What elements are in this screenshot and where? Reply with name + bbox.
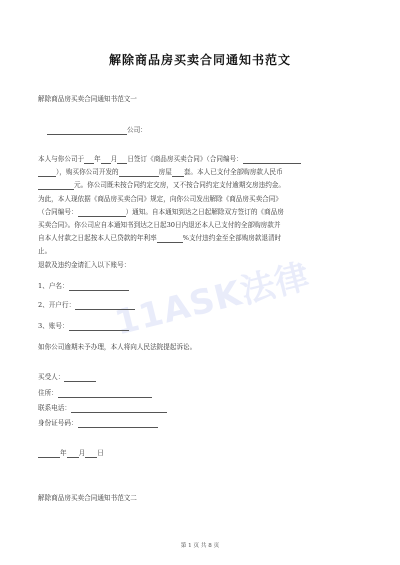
para2-line2 bbox=[38, 208, 348, 217]
text: 元。你公司既未按合同约定交房，又不按合同约定支付逾期交房违约金。 bbox=[74, 181, 285, 189]
text: 套。本人已支付全部购房款人民币 bbox=[183, 168, 283, 176]
buyer-line bbox=[38, 373, 348, 382]
bank-blank[interactable] bbox=[75, 302, 135, 310]
phone-blank[interactable] bbox=[71, 405, 167, 413]
text: 买受人： bbox=[38, 373, 65, 381]
text: 自本人付款之日起按本人已贷款的年利率 bbox=[38, 234, 157, 242]
text: 年 bbox=[60, 449, 67, 457]
text: 3、账号： bbox=[38, 322, 69, 330]
company-suffix: 公司： bbox=[127, 126, 147, 134]
text: 1、户名： bbox=[38, 282, 69, 290]
text: 月 bbox=[78, 449, 86, 457]
watermark-logo: 11ASK法律 bbox=[110, 256, 315, 344]
address-blank[interactable] bbox=[58, 390, 152, 398]
text: 日 bbox=[97, 449, 104, 457]
para1-line3 bbox=[38, 181, 348, 190]
section2-heading: 解除商品房买卖合同通知书范文二 bbox=[38, 494, 137, 502]
text: 年 bbox=[94, 155, 101, 163]
sign-year-blank[interactable] bbox=[38, 450, 60, 458]
month-blank[interactable] bbox=[101, 156, 111, 164]
sign-month-blank[interactable] bbox=[67, 450, 79, 458]
id-blank[interactable] bbox=[78, 420, 158, 428]
text: 身份证号码： bbox=[38, 419, 78, 427]
buyer-blank[interactable] bbox=[64, 374, 96, 382]
amount-blank[interactable] bbox=[38, 182, 74, 190]
para1-line1 bbox=[38, 155, 348, 164]
company-name-blank[interactable] bbox=[47, 127, 127, 135]
year-blank[interactable] bbox=[84, 156, 94, 164]
bank-line bbox=[38, 301, 348, 310]
text: 联系电话： bbox=[38, 404, 71, 412]
text: %支付违约金至全部购房款退清时 bbox=[182, 234, 282, 242]
lawsuit-line: 如你公司逾期未予办理，本人将向人民法院提起诉讼。 bbox=[38, 343, 197, 351]
para2-line1: 为此，本人现依据《商品房买卖合同》规定，向你公司发出解除《商品房买卖合同》 bbox=[38, 195, 282, 203]
id-line bbox=[38, 419, 348, 428]
contract-no-blank-2[interactable] bbox=[78, 209, 126, 217]
units-blank[interactable] bbox=[172, 169, 184, 177]
rate-blank[interactable] bbox=[157, 235, 183, 243]
para2-line4 bbox=[38, 234, 348, 243]
account-name-blank[interactable] bbox=[69, 283, 129, 291]
text: 本人与你公司于 bbox=[38, 155, 85, 163]
text: ）通知。自本通知到达之日起解除双方签订的《商品房 bbox=[125, 208, 284, 216]
text: （合同编号： bbox=[38, 208, 78, 216]
text: ），购买你公司开发的 bbox=[56, 168, 119, 176]
para1-line2 bbox=[38, 168, 348, 177]
section1-heading: 解除商品房买卖合同通知书范文一 bbox=[38, 95, 137, 103]
account-name-line bbox=[38, 282, 348, 291]
account-no-blank[interactable] bbox=[69, 323, 129, 331]
para2-line3: 买卖合同》。你公司应自本通知书到达之日起30日内退还本人已支付的全部购房款并 bbox=[38, 221, 281, 229]
refund-line: 退款及违约金请汇入以下账号： bbox=[38, 261, 131, 269]
page-number: 第 1 页 共 8 页 bbox=[180, 543, 220, 549]
account-no-line bbox=[38, 322, 348, 331]
contract-no-blank[interactable] bbox=[243, 156, 301, 164]
day-blank[interactable] bbox=[117, 156, 127, 164]
company-line bbox=[47, 126, 357, 135]
phone-line bbox=[38, 404, 348, 413]
text: 房屋 bbox=[158, 168, 172, 176]
contract-no-blank-cont[interactable] bbox=[38, 169, 56, 177]
text: 日签订《商品房买卖合同》（合同编号： bbox=[127, 155, 243, 163]
sign-day-blank[interactable] bbox=[85, 450, 97, 458]
text: 住所： bbox=[38, 389, 58, 397]
address-line bbox=[38, 389, 348, 398]
date-line bbox=[38, 449, 348, 458]
para2-line5: 止。 bbox=[38, 247, 52, 255]
text: 2、开户行： bbox=[38, 301, 76, 309]
document-title: 解除商品房买卖合同通知书范文 bbox=[108, 53, 291, 67]
project-blank[interactable] bbox=[119, 169, 159, 177]
text: 月 bbox=[110, 155, 118, 163]
